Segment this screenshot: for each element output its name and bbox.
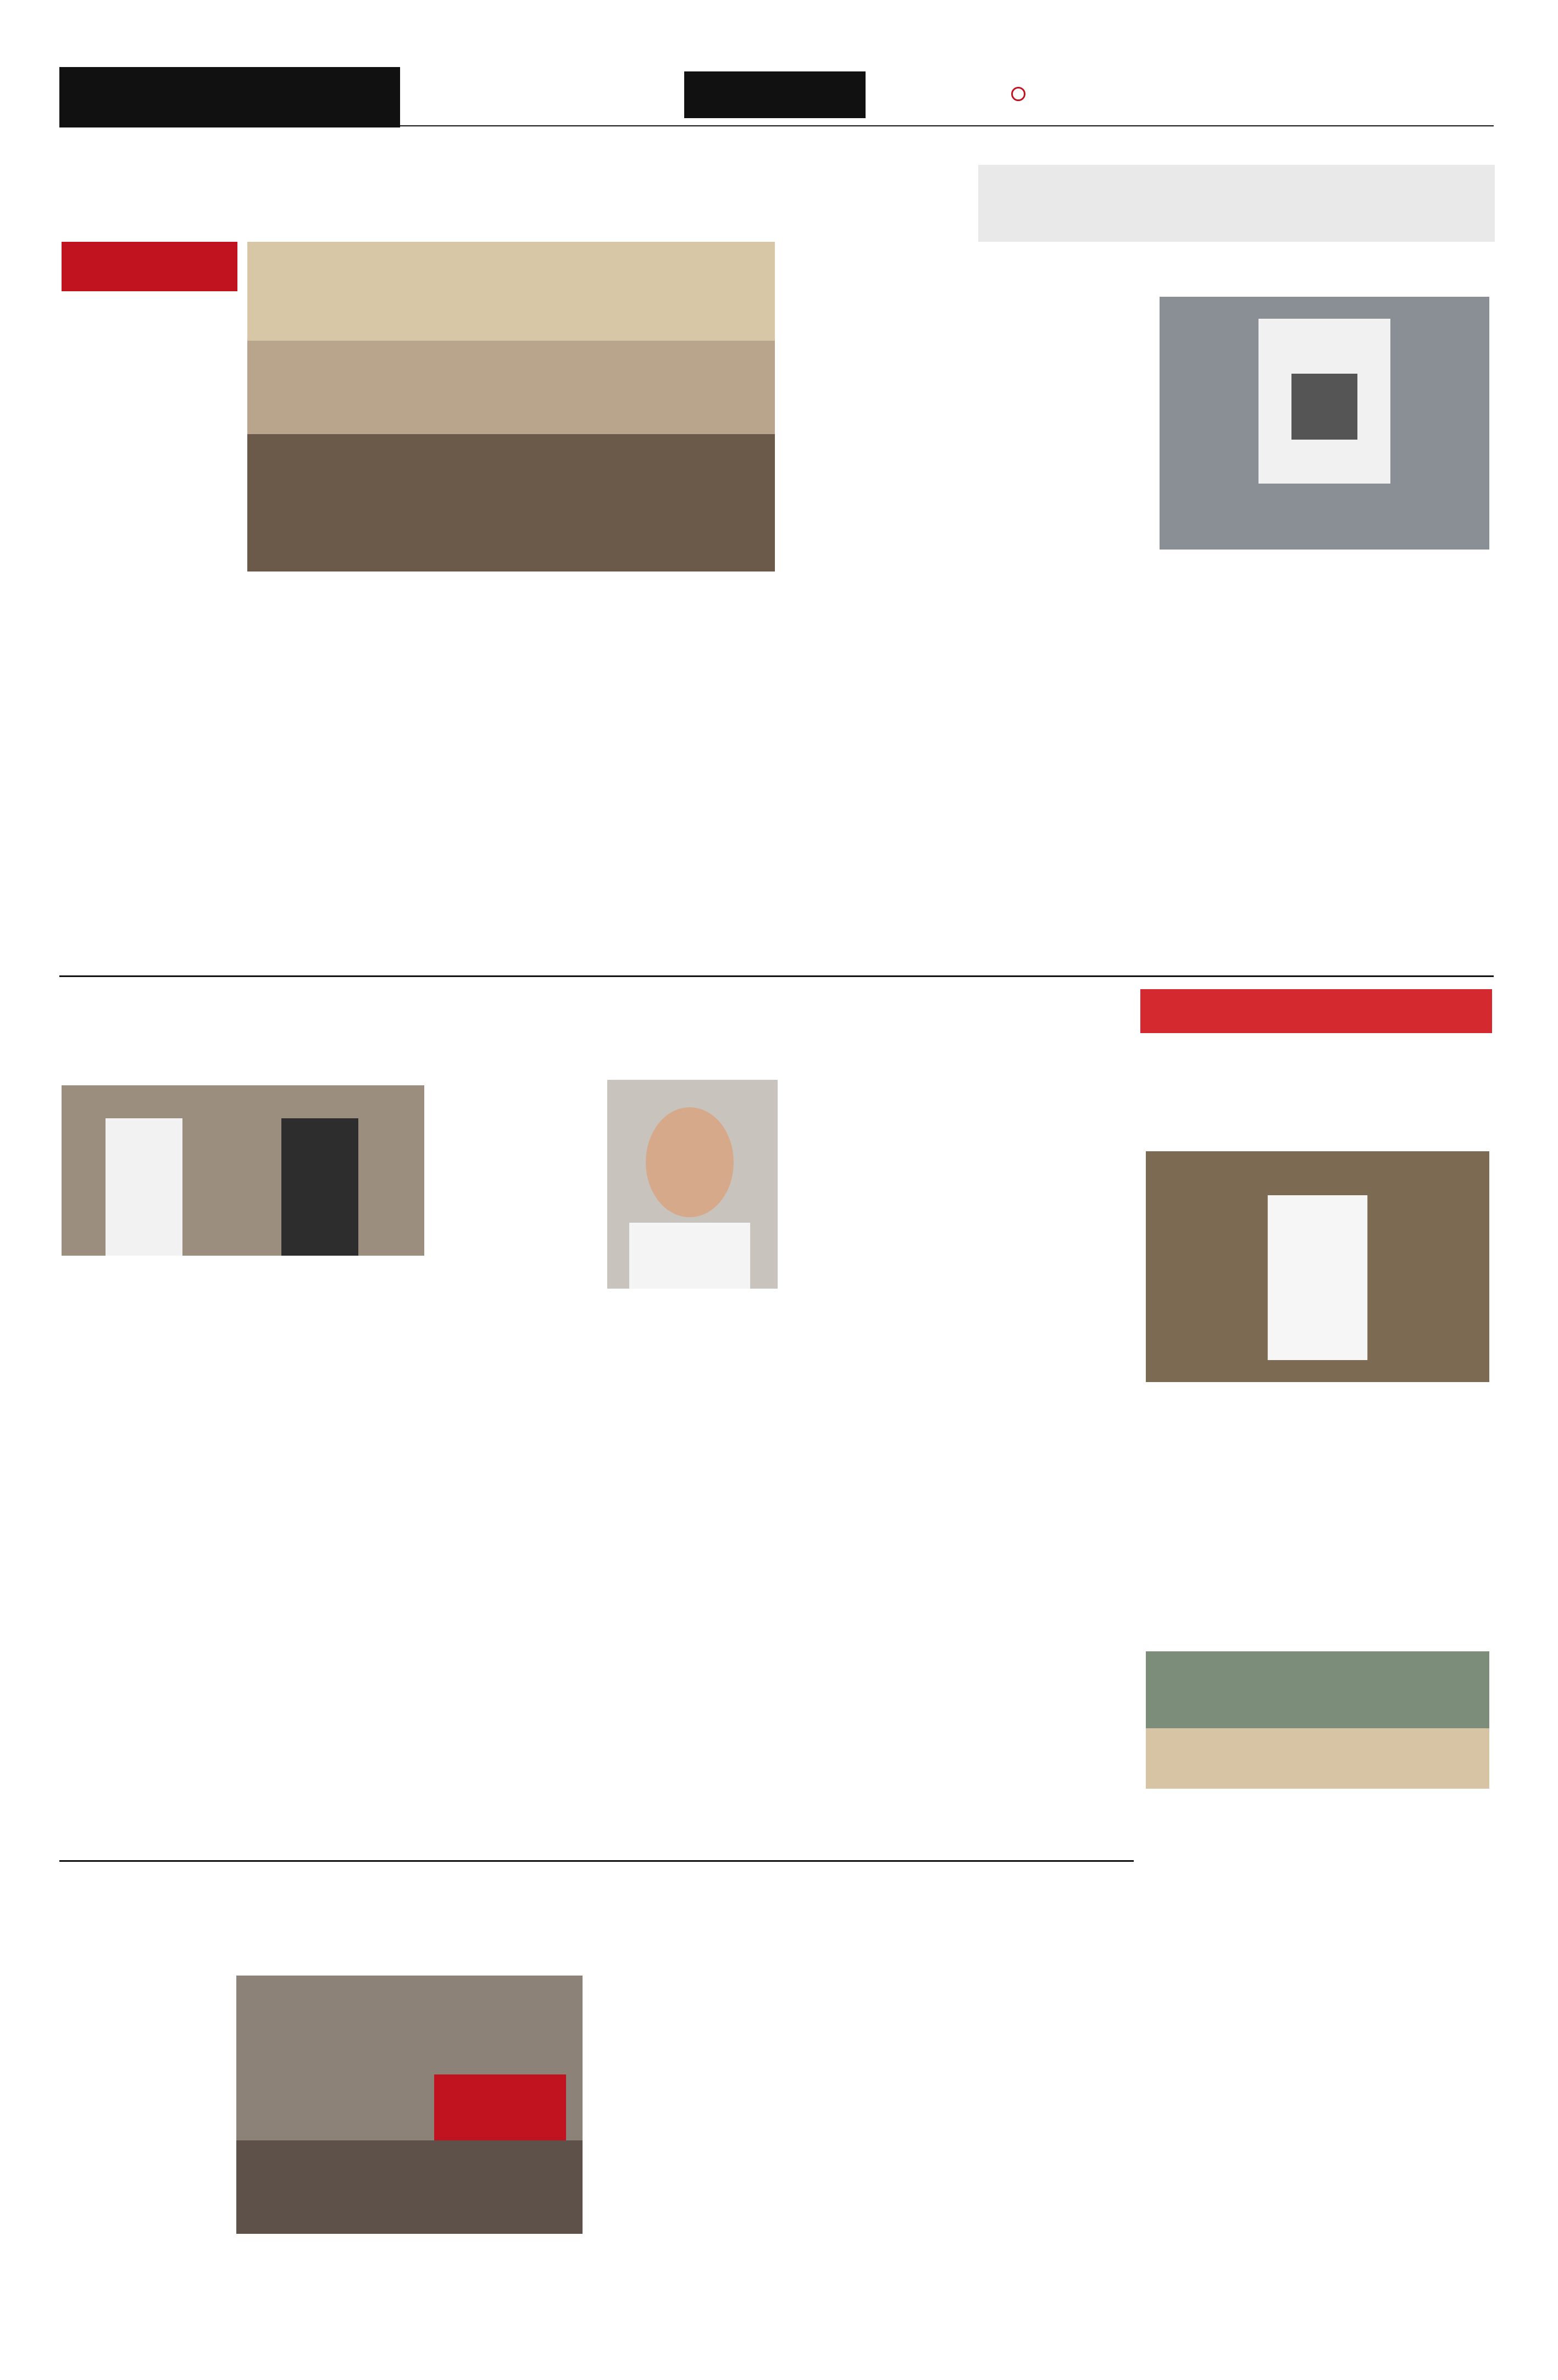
- a3-headline: [62, 989, 424, 1077]
- a1-byline: [62, 305, 237, 338]
- a4-photo: [607, 1080, 778, 1289]
- a1-col2: [247, 580, 412, 964]
- a2-sub: [984, 242, 1495, 286]
- sn1-headline: [1146, 1039, 1489, 1107]
- masthead-logo: [59, 67, 400, 127]
- a3-byline: [62, 1261, 243, 1294]
- a2-col3: [1330, 558, 1489, 967]
- a1-col1: [62, 343, 237, 964]
- a5-photo: [236, 1976, 583, 2234]
- sn2-photo: [1146, 1651, 1489, 1789]
- sn2-text: [1146, 1794, 1489, 1959]
- a1-col5: [783, 242, 956, 964]
- website[interactable]: [1011, 77, 1242, 110]
- a1-photo: [247, 242, 775, 572]
- a2-col2: [1160, 558, 1319, 967]
- a6-headline: [769, 1868, 1132, 1951]
- a1-headline: [62, 165, 963, 231]
- a3-col2: [247, 1261, 424, 1852]
- a1-col3: [420, 580, 585, 964]
- sn1-text: [1146, 1388, 1489, 1552]
- a6-col1: [769, 1984, 945, 2380]
- a5-col4: [591, 1976, 761, 2380]
- shortnews-heading: [1140, 989, 1492, 1033]
- sn3-text: [1146, 2036, 1489, 2267]
- section-name: [684, 71, 866, 118]
- a4-col3: [786, 1080, 951, 1852]
- a5-col2: [236, 2239, 401, 2380]
- sn2-headline: [1146, 1555, 1489, 1624]
- a4-sub: [517, 1041, 1132, 1069]
- a4-col1: [434, 1080, 599, 1852]
- a1-col4: [594, 580, 775, 964]
- a4-col2: [607, 1294, 778, 1852]
- a5-headline: [62, 1868, 759, 1967]
- page-number: [1456, 69, 1489, 118]
- divider: [59, 1860, 1134, 1862]
- a1-kicker: [62, 242, 237, 291]
- a2-headline: [984, 170, 1495, 236]
- divider: [59, 975, 1494, 977]
- a2-col1: [978, 297, 1149, 967]
- a3-photo: [62, 1085, 424, 1256]
- a5-col1: [62, 1976, 226, 2380]
- a6-col2: [956, 1984, 1132, 2380]
- sn2-sub: [1146, 1627, 1489, 1649]
- sn1-sub: [1146, 1110, 1489, 1149]
- a4-col4: [959, 1080, 1124, 1852]
- a2-poster-text: [1231, 308, 1363, 335]
- issue-date: [1253, 77, 1451, 110]
- sn3-headline: [1146, 1965, 1489, 2033]
- a3-col1: [62, 1297, 237, 1852]
- a4-headline: [434, 989, 1132, 1033]
- a6-sub: [769, 1954, 1132, 1976]
- a5-col3: [409, 2239, 583, 2380]
- sn1-photo: [1146, 1151, 1489, 1382]
- globe-icon: [1011, 87, 1025, 101]
